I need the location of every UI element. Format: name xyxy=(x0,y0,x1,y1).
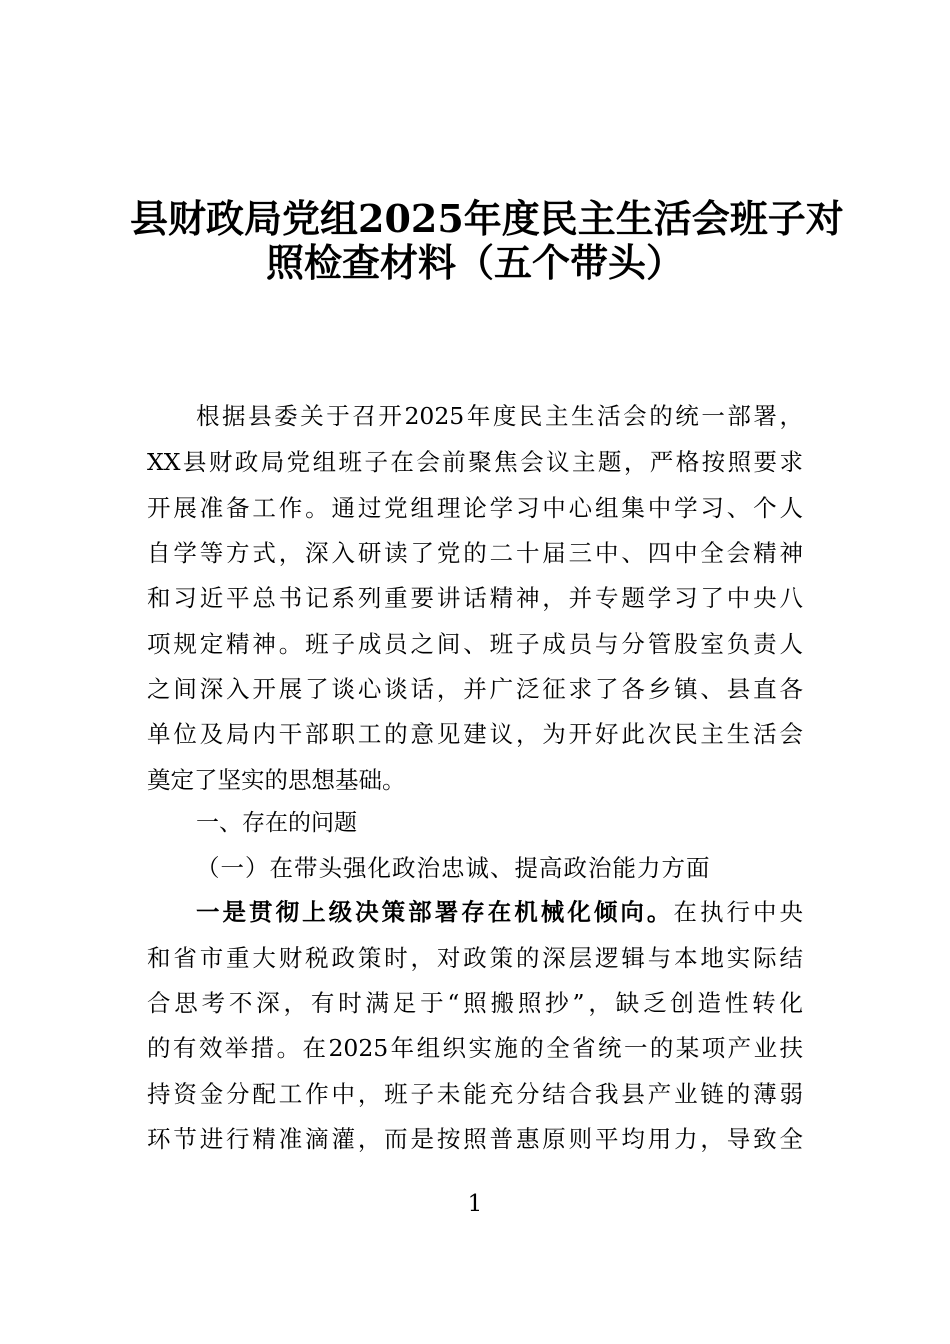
sub-heading: （一）在带头强化政治忠诚、提高政治能力方面 xyxy=(196,854,711,882)
paragraph-line xyxy=(196,894,803,930)
paragraph-line: XX县财政局党组班子在会前聚焦会议主题，严格按照要求 xyxy=(147,448,803,476)
paragraph-line: 的有效举措。在2025年组织实施的全省统一的某项产业扶 xyxy=(147,1034,803,1062)
paragraph-line: 单位及局内干部职工的意见建议，为开好此次民主生活会 xyxy=(147,720,803,748)
paragraph-line: 奠定了坚实的思想基础。 xyxy=(147,766,406,794)
point-lead-rest: 在执行中央 xyxy=(673,898,804,926)
page-number: 1 xyxy=(467,1191,483,1217)
paragraph-line: 合思考不深，有时满足于“照搬照抄”，缺乏创造性转化 xyxy=(147,989,803,1017)
paragraph-line: 自学等方式，深入研读了党的二十届三中、四中全会精神 xyxy=(147,539,803,567)
paragraph-line: 根据县委关于召开2025年度民主生活会的统一部署， xyxy=(196,402,803,430)
paragraph-line: 和习近平总书记系列重要讲话精神，并专题学习了中央八 xyxy=(147,584,803,612)
paragraph-line: 项规定精神。班子成员之间、班子成员与分管股室负责人 xyxy=(147,630,803,658)
paragraph-line: 之间深入开展了谈心谈话，并广泛征求了各乡镇、县直各 xyxy=(147,675,803,703)
paragraph-line: 持资金分配工作中，班子未能充分结合我县产业链的薄弱 xyxy=(147,1080,803,1108)
paragraph-line: 环节进行精准滴灌，而是按照普惠原则平均用力，导致全 xyxy=(147,1125,803,1153)
paragraph-line: 开展准备工作。通过党组理论学习中心组集中学习、个人 xyxy=(147,494,803,522)
paragraph-line: 和省市重大财税政策时，对政策的深层逻辑与本地实际结 xyxy=(147,944,803,972)
point-lead-bold: 一是贯彻上级决策部署存在机械化倾向。 xyxy=(196,898,674,926)
document-title-line-1: 县财政局党组2025年度民主生活会班子对 xyxy=(130,196,844,241)
section-heading: 一、存在的问题 xyxy=(196,810,357,836)
document-title-line-2: 照检查材料（五个带头） xyxy=(265,240,684,285)
